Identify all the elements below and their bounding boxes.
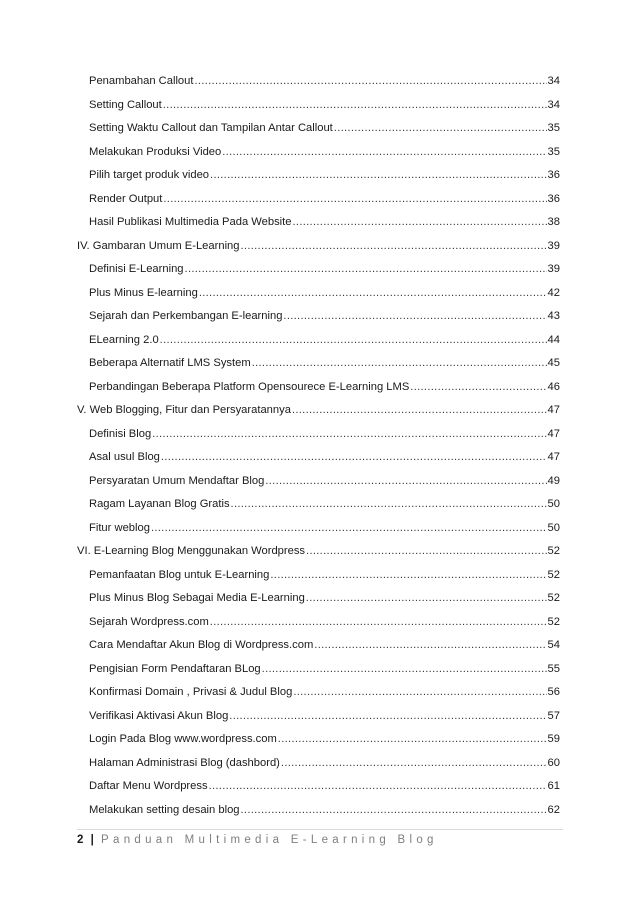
toc-entry-page: 34 — [547, 75, 560, 87]
toc-entry-page: 46 — [547, 380, 560, 393]
toc-entry-page: 60 — [547, 756, 560, 769]
toc-entry-page: 39 — [547, 263, 560, 275]
toc-entry[interactable] — [89, 190, 560, 206]
toc-entry-page: 52 — [547, 545, 560, 557]
toc-entry-title: Hasil Publikasi Multimedia Pada Website — [89, 216, 292, 228]
toc-entry-title: Pemanfaatan Blog untuk E-Learning — [89, 568, 270, 581]
toc-entry-title: Perbandingan Beberapa Platform Opensourece E-Learning LMS — [89, 380, 410, 393]
toc-entry-page: 43 — [547, 310, 560, 322]
toc-entry-title: Verifikasi Aktivasi Akun Blog — [89, 709, 229, 722]
toc-entry-title: Cara Mendaftar Akun Blog di Wordpress.com — [89, 639, 314, 651]
toc-entry[interactable] — [77, 401, 560, 417]
toc-entry-title: Penambahan Callout — [89, 75, 194, 87]
toc-entry-title: Melakukan setting desain blog — [89, 803, 240, 816]
toc-leader-dots — [195, 74, 547, 88]
toc-entry-page: 47 — [547, 427, 560, 440]
toc-entry-page: 47 — [547, 404, 560, 416]
toc-entry[interactable] — [89, 331, 560, 347]
toc-entry-title: Daftar Menu Wordpress — [89, 780, 208, 792]
toc-entry[interactable] — [89, 519, 560, 535]
toc-entry[interactable] — [89, 754, 560, 770]
toc-entry-page: 52 — [547, 615, 560, 628]
toc-leader-dots — [252, 356, 547, 370]
toc-entry-title: Sejarah Wordpress.com — [89, 615, 209, 628]
toc-entry-title: Beberapa Alternatif LMS System — [89, 357, 251, 369]
toc-leader-dots — [265, 474, 546, 488]
toc-leader-dots — [241, 803, 547, 817]
toc-entry[interactable] — [89, 166, 560, 182]
toc-leader-dots — [210, 168, 547, 182]
toc-leader-dots — [410, 380, 546, 394]
toc-entry-title: Konfirmasi Domain , Privasi & Judul Blog — [89, 686, 293, 698]
toc-entry[interactable] — [89, 495, 560, 511]
toc-entry-title: Setting Callout — [89, 98, 162, 111]
toc-leader-dots — [278, 732, 547, 746]
toc-entry[interactable] — [89, 636, 560, 652]
toc-entry-page: 52 — [547, 592, 560, 604]
toc-entry-page: 47 — [547, 451, 560, 463]
toc-entry-page: 35 — [547, 145, 560, 158]
toc-entry-page: 50 — [547, 521, 560, 534]
toc-entry[interactable] — [89, 730, 560, 746]
toc-entry-page: 44 — [547, 333, 560, 346]
toc-entry-page: 49 — [547, 474, 560, 487]
toc-leader-dots — [161, 450, 547, 464]
toc-entry-page: 36 — [547, 192, 560, 205]
toc-entry[interactable] — [89, 425, 560, 441]
toc-entry-page: 56 — [547, 686, 560, 698]
toc-entry[interactable] — [89, 566, 560, 582]
toc-entry[interactable] — [89, 777, 560, 793]
toc-entry-page: 42 — [547, 286, 560, 299]
toc-entry[interactable] — [89, 707, 560, 723]
toc-entry-title: V. Web Blogging, Fitur dan Persyaratannya — [77, 404, 291, 416]
toc-entry-page: 34 — [547, 98, 560, 111]
toc-leader-dots — [163, 98, 547, 112]
toc-entry[interactable] — [89, 801, 560, 817]
toc-entry-page: 36 — [547, 169, 560, 181]
toc-leader-dots — [160, 333, 547, 347]
toc-entry-title: Melakukan Produksi Video — [89, 145, 222, 158]
toc-entry-page: 39 — [547, 239, 560, 252]
toc-entry[interactable] — [89, 96, 560, 112]
toc-entry[interactable] — [89, 589, 560, 605]
toc-entry[interactable] — [89, 613, 560, 629]
toc-entry[interactable] — [89, 260, 560, 276]
toc-entry-title: Fitur weblog — [89, 521, 150, 534]
toc-leader-dots — [231, 497, 547, 511]
toc-entry-title: Plus Minus E-learning — [89, 286, 198, 299]
toc-entry-title: Plus Minus Blog Sebagai Media E-Learning — [89, 592, 305, 604]
toc-entry[interactable] — [89, 354, 560, 370]
footer-book-title: Panduan Multimedia E-Learning Blog — [101, 834, 438, 846]
toc-leader-dots — [241, 239, 547, 253]
toc-entry-title: IV. Gambaran Umum E-Learning — [77, 239, 240, 252]
toc-entry[interactable] — [89, 307, 560, 323]
toc-leader-dots — [334, 121, 547, 135]
toc-entry[interactable] — [77, 542, 560, 558]
footer-divider — [77, 829, 563, 830]
toc-entry[interactable] — [89, 448, 560, 464]
toc-entry-page: 59 — [547, 733, 560, 745]
toc-entry-title: Sejarah dan Perkembangan E-learning — [89, 310, 283, 322]
toc-leader-dots — [283, 309, 546, 323]
toc-entry[interactable] — [89, 378, 560, 394]
toc-entry[interactable] — [89, 683, 560, 699]
toc-entry-page: 38 — [547, 216, 560, 228]
toc-leader-dots — [163, 192, 546, 206]
toc-leader-dots — [152, 427, 546, 441]
toc-leader-dots — [185, 262, 547, 276]
toc-entry-title: Pengisian Form Pendaftaran BLog — [89, 662, 261, 675]
toc-entry-page: 55 — [547, 662, 560, 675]
toc-entry[interactable] — [89, 143, 560, 159]
toc-entry-page: 50 — [547, 498, 560, 510]
toc-entry-page: 45 — [547, 357, 560, 369]
toc-leader-dots — [229, 709, 546, 723]
toc-entry[interactable] — [89, 284, 560, 300]
toc-entry-title: Render Output — [89, 192, 163, 205]
toc-entry-title: Definisi E-Learning — [89, 263, 184, 275]
toc-leader-dots — [222, 145, 546, 159]
toc-entry-page: 54 — [547, 639, 560, 651]
toc-leader-dots — [270, 568, 546, 582]
toc-entry-title: Definisi Blog — [89, 427, 152, 440]
toc-entry[interactable] — [89, 472, 560, 488]
toc-entry-page: 61 — [547, 780, 560, 792]
toc-leader-dots — [293, 215, 547, 229]
toc-entry-title: Login Pada Blog www.wordpress.com — [89, 733, 277, 745]
toc-entry-page: 52 — [547, 568, 560, 581]
toc-entry-title: Setting Waktu Callout dan Tampilan Antar Callout — [89, 122, 333, 134]
toc-leader-dots — [281, 756, 547, 770]
toc-entry-page: 35 — [547, 122, 560, 134]
toc-entry-title: VI. E-Learning Blog Menggunakan Wordpress — [77, 545, 306, 557]
toc-entry-page: 62 — [547, 803, 560, 816]
toc-leader-dots — [151, 521, 547, 535]
toc-entry-title: Ragam Layanan Blog Gratis — [89, 498, 230, 510]
footer-separator: | — [90, 834, 94, 846]
toc-entry-title: Halaman Administrasi Blog (dashbord) — [89, 756, 280, 769]
toc-entry-title: Persyaratan Umum Mendaftar Blog — [89, 474, 265, 487]
toc-entry[interactable] — [89, 660, 560, 676]
toc-leader-dots — [314, 638, 546, 652]
toc-leader-dots — [306, 591, 547, 605]
toc-entry[interactable] — [89, 119, 560, 135]
page-footer — [77, 834, 438, 846]
toc-entry[interactable] — [77, 237, 560, 253]
toc-leader-dots — [209, 779, 547, 793]
toc-entry-title: Asal usul Blog — [89, 451, 160, 463]
footer-page-number: 2 — [77, 834, 84, 846]
toc-leader-dots — [306, 544, 547, 558]
toc-leader-dots — [262, 662, 547, 676]
toc-leader-dots — [199, 286, 547, 300]
toc-leader-dots — [210, 615, 547, 629]
toc-entry-title: Pilih target produk video — [89, 169, 210, 181]
toc-entry-title: ELearning 2.0 — [89, 333, 159, 346]
toc-leader-dots — [293, 685, 546, 699]
toc-entry[interactable] — [89, 72, 560, 88]
toc-entry-page: 57 — [547, 709, 560, 722]
toc-leader-dots — [292, 403, 547, 417]
toc-entry[interactable] — [89, 213, 560, 229]
